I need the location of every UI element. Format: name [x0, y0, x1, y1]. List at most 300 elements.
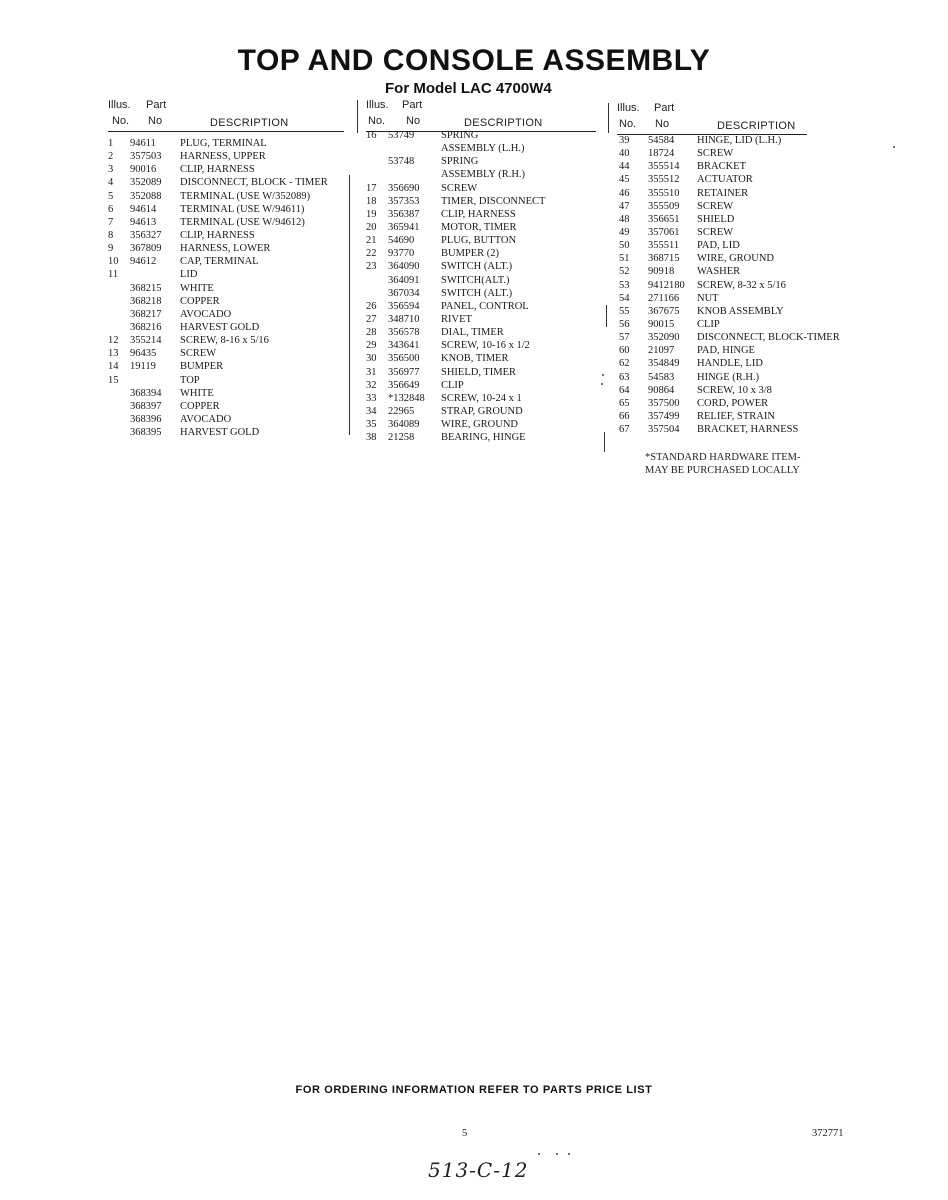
table-row [108, 387, 348, 400]
part-number: 355509 [648, 200, 680, 212]
part-number: 53748 [388, 156, 415, 168]
part-description: SWITCH (ALT.) [441, 287, 513, 299]
illus-number: 66 [619, 410, 630, 422]
part-number: 364091 [388, 274, 420, 286]
header-illus: Illus. [366, 99, 389, 111]
column-divider [604, 432, 605, 452]
part-description: BEARING, HINGE [441, 432, 526, 444]
part-description: LID [180, 269, 198, 281]
illus-number: 65 [619, 397, 630, 409]
part-number: 9412180 [648, 279, 685, 291]
illus-number: 50 [619, 240, 630, 252]
table-row [108, 400, 348, 413]
table-row [366, 260, 598, 273]
part-description: TERMINAL (USE W/94612) [180, 216, 305, 228]
table-row [366, 287, 598, 300]
illus-number: 46 [619, 187, 630, 199]
illus-number: 1 [108, 138, 114, 149]
part-number: 368715 [648, 253, 680, 265]
illus-number: 11 [108, 269, 119, 281]
header-description: DESCRIPTION [717, 120, 796, 132]
part-description: CAP, TERMINAL [180, 256, 259, 268]
part-number: 355214 [130, 335, 162, 347]
part-number: 368397 [130, 400, 162, 412]
illus-number: 49 [619, 226, 630, 238]
part-description: MOTOR, TIMER [441, 221, 517, 233]
header-illus: Illus. [617, 102, 640, 114]
part-number: 357499 [648, 410, 680, 422]
part-number: 348710 [388, 313, 420, 325]
table-row [108, 163, 348, 176]
part-number: 90016 [130, 164, 157, 176]
column-header [617, 98, 857, 132]
part-description: TERMINAL (USE W/94611) [180, 203, 305, 215]
header-rule [108, 131, 344, 132]
part-description: BRACKET, HARNESS [697, 424, 799, 436]
hardware-note [645, 451, 801, 477]
table-row [617, 357, 857, 370]
hardware-note-line-1: *STANDARD HARDWARE ITEM- [645, 452, 801, 463]
part-description: KNOB, TIMER [441, 353, 509, 365]
part-number: 94611 [130, 138, 156, 149]
part-number: 90918 [648, 266, 675, 278]
table-row [366, 155, 598, 168]
part-number: 21258 [388, 432, 415, 444]
illus-number: 39 [619, 135, 630, 146]
illus-number: 47 [619, 200, 630, 212]
part-description: RETAINER [697, 187, 749, 199]
part-description: ACTUATOR [697, 174, 753, 186]
part-number: 365941 [388, 221, 420, 233]
parts-column-1 [108, 95, 348, 439]
illus-number: 45 [619, 174, 630, 186]
part-description: AVOCADO [180, 308, 232, 320]
part-number: 53749 [388, 130, 415, 141]
part-description: TERMINAL (USE W/352089) [180, 190, 311, 202]
table-row [108, 190, 348, 203]
part-number: 356594 [388, 300, 420, 312]
part-description: CLIP, HARNESS [441, 208, 516, 220]
illus-number: 9 [108, 243, 114, 255]
table-row [366, 129, 598, 142]
header-description: DESCRIPTION [464, 117, 543, 129]
part-number: 356651 [648, 213, 680, 225]
part-number: 22965 [388, 405, 415, 417]
part-number: 356387 [388, 208, 420, 220]
part-number: 368395 [130, 427, 162, 439]
part-description: CLIP, HARNESS [180, 229, 255, 241]
illus-number: 56 [619, 318, 630, 330]
table-row [617, 397, 857, 410]
table-row [108, 295, 348, 308]
table-row [617, 239, 857, 252]
illus-number: 38 [366, 432, 377, 444]
table-row [617, 305, 857, 318]
part-description: CLIP, HARNESS [180, 164, 255, 176]
part-number: 352090 [648, 332, 680, 344]
illus-number: 40 [619, 148, 630, 160]
illus-number: 12 [108, 335, 119, 347]
illus-number: 34 [366, 405, 377, 417]
illus-number: 14 [108, 361, 119, 373]
table-row [108, 334, 348, 347]
part-description: ASSEMBLY (R.H.) [441, 169, 526, 181]
column-header [366, 95, 598, 129]
column-divider [357, 100, 358, 133]
illus-number: 28 [366, 327, 377, 339]
parts-column-2 [366, 95, 598, 448]
part-description: SCREW, 10-16 x 1/2 [441, 340, 530, 352]
part-number: 357500 [648, 397, 680, 409]
part-number: 355512 [648, 174, 680, 186]
table-row [366, 221, 598, 234]
part-number: 368215 [130, 282, 162, 294]
part-description: TIMER, DISCONNECT [441, 195, 546, 207]
part-description: HARVEST GOLD [180, 321, 260, 333]
table-row [617, 134, 857, 147]
illus-number: 3 [108, 164, 114, 176]
illus-number: 29 [366, 340, 377, 352]
part-number: 367675 [648, 305, 680, 317]
table-row [617, 279, 857, 292]
table-row [108, 137, 348, 150]
illus-number: 22 [366, 248, 377, 260]
table-row [366, 182, 598, 195]
part-number: 356977 [388, 366, 420, 378]
table-row [617, 200, 857, 213]
part-number: 355514 [648, 161, 680, 173]
part-description: SCREW [441, 182, 478, 194]
part-number: 356649 [388, 379, 420, 391]
illus-number: 19 [366, 208, 377, 220]
table-row [617, 384, 857, 397]
table-row [366, 234, 598, 247]
table-row [366, 418, 598, 431]
part-number: 368217 [130, 308, 162, 320]
part-description: STRAP, GROUND [441, 405, 523, 417]
part-number: 19119 [130, 361, 156, 373]
part-description: SHIELD, TIMER [441, 366, 517, 378]
part-description: SCREW, 8-16 x 5/16 [180, 335, 269, 347]
table-row [108, 216, 348, 229]
part-description: HINGE, LID (L.H.) [697, 135, 782, 146]
illus-number: 2 [108, 151, 114, 163]
part-description: WHITE [180, 282, 214, 294]
table-row [108, 413, 348, 426]
table-row [617, 252, 857, 265]
part-number: 357061 [648, 226, 680, 238]
scan-speck [602, 374, 604, 376]
part-description: PLUG, BUTTON [441, 235, 517, 247]
part-description: TOP [180, 374, 200, 386]
part-number: 96435 [130, 348, 157, 360]
part-number: 368396 [130, 413, 162, 425]
table-row [617, 410, 857, 423]
header-illus: Illus. [108, 99, 131, 111]
part-number: 93770 [388, 248, 415, 260]
table-row [617, 292, 857, 305]
table-row [108, 282, 348, 295]
illus-number: 67 [619, 424, 630, 436]
illus-number: 4 [108, 177, 114, 189]
part-description: COPPER [180, 295, 220, 307]
part-description: ASSEMBLY (L.H.) [441, 143, 525, 155]
illus-number: 23 [366, 261, 377, 273]
hardware-note-line-2: MAY BE PURCHASED LOCALLY [645, 465, 800, 476]
illus-number: 48 [619, 213, 630, 225]
part-number: 357504 [648, 424, 680, 436]
part-description: COPPER [180, 400, 220, 412]
scan-speck [538, 1153, 540, 1155]
illus-number: 62 [619, 358, 630, 370]
part-description: CORD, POWER [697, 397, 769, 409]
parts-column-3 [617, 98, 857, 438]
header-part: Part [146, 99, 167, 111]
illus-number: 63 [619, 371, 630, 383]
illus-number: 8 [108, 229, 114, 241]
part-description: SWITCH (ALT.) [441, 261, 513, 273]
table-row [366, 339, 598, 352]
part-description: SCREW, 8-32 x 5/16 [697, 279, 786, 291]
part-description: PAD, LID [697, 240, 740, 252]
illus-number: 32 [366, 379, 377, 391]
ordering-info-footer: FOR ORDERING INFORMATION REFER TO PARTS PRICE LIST [295, 1084, 653, 1096]
table-row [366, 195, 598, 208]
part-description: KNOB ASSEMBLY [697, 305, 784, 317]
part-description: SCREW [697, 200, 734, 212]
header-part: Part [402, 99, 423, 111]
part-description: HARVEST GOLD [180, 427, 260, 439]
illus-number: 27 [366, 313, 377, 325]
illus-number: 60 [619, 345, 630, 357]
part-description: DISCONNECT, BLOCK - TIMER [180, 177, 328, 189]
table-row [108, 255, 348, 268]
part-number: 352089 [130, 177, 162, 189]
part-description: DIAL, TIMER [441, 327, 504, 339]
part-description: SCREW, 10 x 3/8 [697, 384, 772, 396]
header-part: Part [654, 102, 675, 114]
part-number: 18724 [648, 148, 675, 160]
part-description: CLIP [697, 318, 720, 330]
scan-speck [893, 146, 895, 148]
part-number: 21097 [648, 345, 675, 357]
part-description: SCREW, 10-24 x 1 [441, 392, 522, 404]
part-number: 94613 [130, 216, 157, 228]
table-row [366, 313, 598, 326]
part-number: 271166 [648, 292, 680, 304]
part-number: 343641 [388, 340, 420, 352]
part-number: 356327 [130, 229, 162, 241]
part-number: 354849 [648, 358, 680, 370]
table-row [366, 352, 598, 365]
illus-number: 5 [108, 190, 114, 202]
table-row [617, 213, 857, 226]
table-row [108, 321, 348, 334]
part-description: SCREW [180, 348, 217, 360]
part-description: HARNESS, UPPER [180, 151, 266, 163]
illus-number: 33 [366, 392, 377, 404]
part-description: HINGE (R.H.) [697, 371, 760, 383]
part-description: PLUG, TERMINAL [180, 138, 267, 149]
table-row [617, 265, 857, 278]
part-number: 94614 [130, 203, 157, 215]
illus-number: 17 [366, 182, 377, 194]
part-number: 54583 [648, 371, 675, 383]
table-row [617, 344, 857, 357]
part-description: WHITE [180, 387, 214, 399]
part-number: 357353 [388, 195, 420, 207]
illus-number: 20 [366, 221, 377, 233]
column-header [108, 95, 348, 129]
part-description: WIRE, GROUND [697, 253, 774, 265]
part-description: HARNESS, LOWER [180, 243, 271, 255]
table-row [366, 142, 598, 155]
table-row [366, 405, 598, 418]
part-number: 356500 [388, 353, 420, 365]
part-number: 364090 [388, 261, 420, 273]
part-number: 368394 [130, 387, 162, 399]
table-row [108, 203, 348, 216]
illus-number: 53 [619, 279, 630, 291]
table-row [366, 392, 598, 405]
part-description: SCREW [697, 226, 734, 238]
table-row [617, 331, 857, 344]
part-description: BUMPER (2) [441, 248, 500, 260]
illus-number: 30 [366, 353, 377, 365]
part-description: SPRING [441, 130, 479, 141]
table-row [366, 300, 598, 313]
parts-rows [617, 134, 857, 436]
part-number: *132848 [388, 392, 425, 404]
table-row [617, 423, 857, 436]
part-description: SHIELD [697, 213, 735, 225]
table-row [366, 379, 598, 392]
page-number: 5 [462, 1128, 468, 1139]
handwritten-note: 513-C-12 [428, 1158, 529, 1182]
part-number: 367809 [130, 243, 162, 255]
header-no: No. [368, 115, 386, 127]
part-description: NUT [697, 292, 719, 304]
table-row [617, 371, 857, 384]
table-row [108, 360, 348, 373]
part-number: 368216 [130, 321, 162, 333]
illus-number: 10 [108, 256, 119, 268]
illus-number: 21 [366, 235, 377, 247]
part-description: WASHER [697, 266, 741, 278]
part-number: 364089 [388, 419, 420, 431]
part-number: 90015 [648, 318, 675, 330]
part-number: 368218 [130, 295, 162, 307]
table-row [366, 431, 598, 444]
scan-speck [556, 1153, 558, 1155]
header-part-no: No [406, 115, 421, 127]
part-number: 357503 [130, 151, 162, 163]
illus-number: 16 [366, 130, 377, 141]
table-row [366, 274, 598, 287]
table-row [617, 147, 857, 160]
part-number: 94612 [130, 256, 157, 268]
table-row [366, 208, 598, 221]
part-description: BRACKET [697, 161, 747, 173]
table-row [617, 173, 857, 186]
illus-number: 26 [366, 300, 377, 312]
table-row [108, 347, 348, 360]
part-number: 367034 [388, 287, 420, 299]
illus-number: 13 [108, 348, 119, 360]
part-description: RIVET [441, 313, 472, 325]
table-row [108, 374, 348, 387]
illus-number: 6 [108, 203, 114, 215]
header-description: DESCRIPTION [210, 117, 289, 129]
table-row [366, 326, 598, 339]
table-row [617, 318, 857, 331]
part-description: SCREW [697, 148, 734, 160]
table-row [108, 268, 348, 281]
column-divider [349, 175, 350, 435]
part-description: RELIEF, STRAIN [697, 410, 775, 422]
illus-number: 31 [366, 366, 377, 378]
model-subtitle: For Model LAC 4700W4 [385, 80, 552, 97]
part-description: PANEL, CONTROL [441, 300, 529, 312]
column-divider [606, 305, 607, 327]
illus-number: 52 [619, 266, 630, 278]
illus-number: 57 [619, 332, 630, 344]
header-part-no: No [655, 118, 670, 130]
table-row [108, 150, 348, 163]
scan-speck [601, 383, 603, 385]
illus-number: 64 [619, 384, 630, 396]
parts-rows [108, 137, 348, 439]
table-row [366, 366, 598, 379]
part-description: BUMPER [180, 361, 224, 373]
page-title: TOP AND CONSOLE ASSEMBLY [237, 44, 711, 77]
part-number: 355510 [648, 187, 680, 199]
part-description: PAD, HINGE [697, 345, 755, 357]
table-row [617, 160, 857, 173]
part-description: WIRE, GROUND [441, 419, 518, 431]
illus-number: 35 [366, 419, 377, 431]
illus-number: 7 [108, 216, 114, 228]
table-row [366, 247, 598, 260]
part-number: 90864 [648, 384, 675, 396]
table-row [108, 176, 348, 189]
part-description: DISCONNECT, BLOCK-TIMER [697, 332, 840, 344]
table-row [108, 308, 348, 321]
part-number: 54584 [648, 135, 675, 146]
header-no: No. [619, 118, 637, 130]
part-description: SWITCH(ALT.) [441, 274, 510, 286]
table-row [108, 229, 348, 242]
part-number: 356690 [388, 182, 420, 194]
illus-number: 15 [108, 374, 119, 386]
illus-number: 18 [366, 195, 377, 207]
part-description: AVOCADO [180, 413, 232, 425]
illus-number: 54 [619, 292, 630, 304]
table-row [617, 226, 857, 239]
part-number: 352088 [130, 190, 162, 202]
part-number: 355511 [648, 240, 680, 252]
part-description: CLIP [441, 379, 464, 391]
illus-number: 51 [619, 253, 630, 265]
header-part-no: No [148, 115, 163, 127]
part-description: HANDLE, LID [697, 358, 763, 370]
part-number: 54690 [388, 235, 415, 247]
part-description: SPRING [441, 156, 479, 168]
scan-speck [568, 1153, 570, 1155]
table-row [108, 426, 348, 439]
document-number: 372771 [812, 1128, 844, 1139]
parts-rows [366, 129, 598, 444]
